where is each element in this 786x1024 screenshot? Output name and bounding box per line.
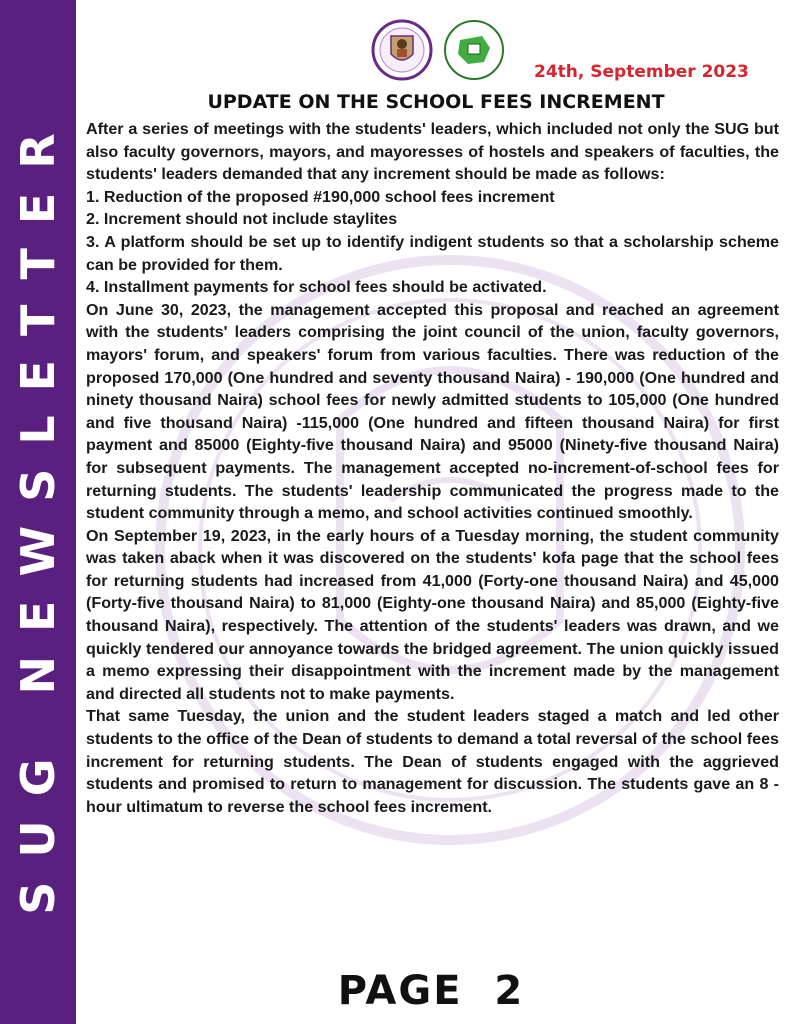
paragraph: On September 19, 2023, in the early hours of a Tuesday morning, the student community was taken aback when it was discovered on the students' kofa page that the school fees for returning students had increased from 41,000 (Forty-one thousand Naira) and 45,000 (Forty-five thousand Naira) to 81,000 (Eighty-one thousand Naira) and 85,000 (Eighty-five thousand Naira), respectively. The attention of the students' leaders was drawn, and we quickly tendered our annoyance towards the bridged agreement. The union quickly issued a memo expressing their disappointment with the increment made by the management and directed all students not to make payments. <box>86 526 779 703</box>
sug-logo-icon <box>445 21 503 79</box>
list-item: 1. Reduction of the proposed #190,000 school fees increment <box>86 187 555 206</box>
publication-date: 24th, September 2023 <box>534 62 749 82</box>
article-body <box>86 118 779 818</box>
paragraph: On June 30, 2023, the management accepted this proposal and reached an agreement with the students' leaders comprising the joint council of the union, faculty governors, mayors' forum, and speakers' forum from various faculties. There was reduction of the proposed 170,000 (One hundred and seventy thousand Naira) - 190,000 (One hundred and ninety thousand Naira) school fees for newly admitted students to 105,000 (One hundred and five thousand Naira) -115,000 (One hundred and fifteen thousand Naira) for first payment and 85000 (Eighty-five thousand Naira) and 95000 (Ninety-five thousand Naira) for subsequent payments. The management accepted no-increment-of-school fees for returning students. The students' leadership communicated the progress made to the student community through a memo, and school activities continued smoothly. <box>86 300 779 523</box>
sidebar <box>0 0 76 1024</box>
page-number: PAGE 2 <box>337 968 525 1014</box>
list-item: 4. Installment payments for school fees should be activated. <box>86 278 547 297</box>
header-logos <box>370 18 510 82</box>
university-logo-icon <box>373 21 431 79</box>
list-item: 3. A platform should be set up to identify indigent students so that a scholarship scheme can be provided for them. <box>86 232 779 274</box>
page-title: UPDATE ON THE SCHOOL FEES INCREMENT <box>207 91 665 113</box>
sidebar-title: SUG NEWSLETTER <box>11 109 65 915</box>
paragraph: After a series of meetings with the students' leaders, which included not only the SUG but also faculty governors, mayors, and mayoresses of hostels and speakers of faculties, the students' leaders demanded that any increment should be made as follows: <box>86 120 779 184</box>
paragraph: That same Tuesday, the union and the student leaders staged a match and led other students to the office of the Dean of students to demand a total reversal of the school fees increment for returning students. The Dean of students engaged with the aggrieved students and promised to return to management for discussion. The students gave an 8 - hour ultimatum to reverse the school fees increment. <box>86 707 779 816</box>
list-item: 2. Increment should not include staylites <box>86 210 398 229</box>
